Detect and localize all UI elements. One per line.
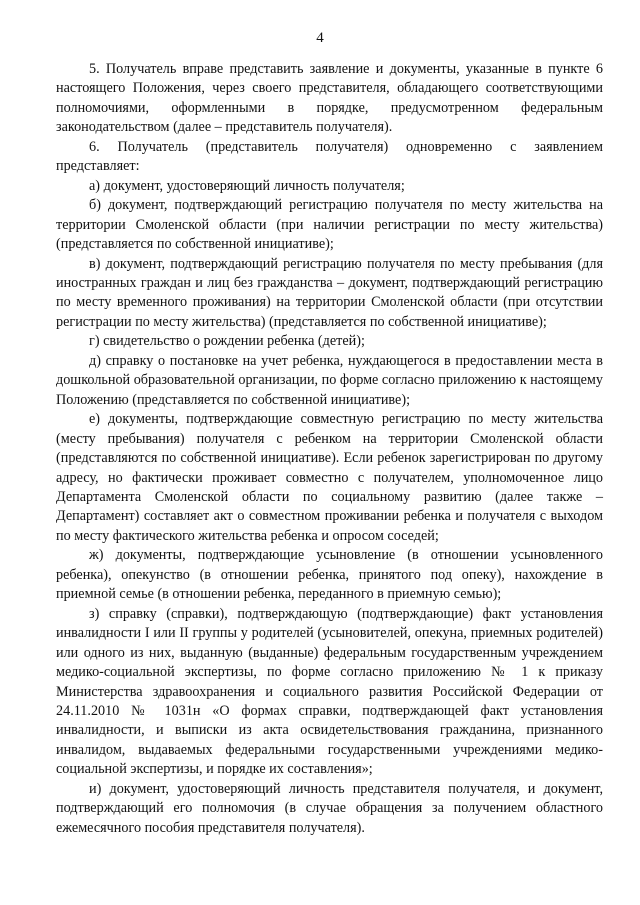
list-item-b: б) документ, подтверждающий регистрацию получателя по месту жительства на территории Смоленской области (при наличии регистрации по месту жительства) (представляется по собственной инициативе); [56,197,603,253]
list-item-a: а) документ, удостоверяющий личность получателя; [89,177,405,194]
document-body [56,60,603,838]
list-item-d: д) справку о постановке на учет ребенка, нуждающегося в предоставлении места в дошкольной образовательной организации, по форме согласно приложению к настоящему Положению (представляется по собственной инициативе); [56,352,603,408]
list-item-z: з) справку (справки), подтверждающую (подтверждающие) факт установления инвалидности I или II группы у родителей (усыновителей, опекуна, приемных родителей) или одного из них, выданную (выданные) федеральным государственным учреждением медико-социальной экспертизы, по форме согласно приложению № 1 к приказу Министерства здравоохранения и социального развития Российской Федерации от 24.11.2010 № 1031н «О формах справки, подтверждающей факт установления инвалидности, и выписки из акта освидетельствования гражданина, признанного инвалидом, выдаваемых федеральными государственными учреждениями медико-социальной экспертизы, и порядке их составления»; [56,605,603,778]
list-item-v: в) документ, подтверждающий регистрацию получателя по месту пребывания (для иностранных граждан и лиц без гражданства – документ, подтверждающий регистрацию по месту временного проживания) на территории Смоленской области (при отсутствии регистрации по месту жительства) (представляется по собственной инициативе); [56,255,603,330]
list-item-g: г) свидетельство о рождении ребенка (детей); [89,333,365,350]
list-item-i: и) документ, удостоверяющий личность представителя получателя, и документ, подтверждающий его полномочия (в случае обращения за получением областного ежемесячного пособия представителя получателя). [56,780,603,836]
list-item-zh: ж) документы, подтверждающие усыновление (в отношении усыновленного ребенка), опекунство (в отношении ребенка, принятого под опеку), нахождение в приемной семье (в отношении ребенка, переданного в приемную семью); [56,547,603,603]
paragraph-5: 5. Получатель вправе представить заявление и документы, указанные в пункте 6 настоящего Положения, через своего представителя, обладающего соответствующими полномочиями, оформленными в порядке, предусмотренном федеральным законодательством (далее – представитель получателя). [56,61,603,136]
list-item-e: е) документы, подтверждающие совместную регистрацию по месту жительства (месту пребывания) получателя с ребенком на территории Смоленской области (представляются по собственной инициативе). Если ребенок зарегистрирован по другому адресу, но фактически проживает совместно с получателем, уполномоченное лицо Департамента Смоленской области по социальному развитию (далее также – Департамент) составляет акт о совместном проживании ребенка и получателя с выходом по месту фактического жительства ребенка и опросом соседей; [56,411,603,544]
page-number: 4 [316,30,324,46]
paragraph-6: 6. Получатель (представитель получателя) одновременно с заявлением представляет: [56,138,603,175]
